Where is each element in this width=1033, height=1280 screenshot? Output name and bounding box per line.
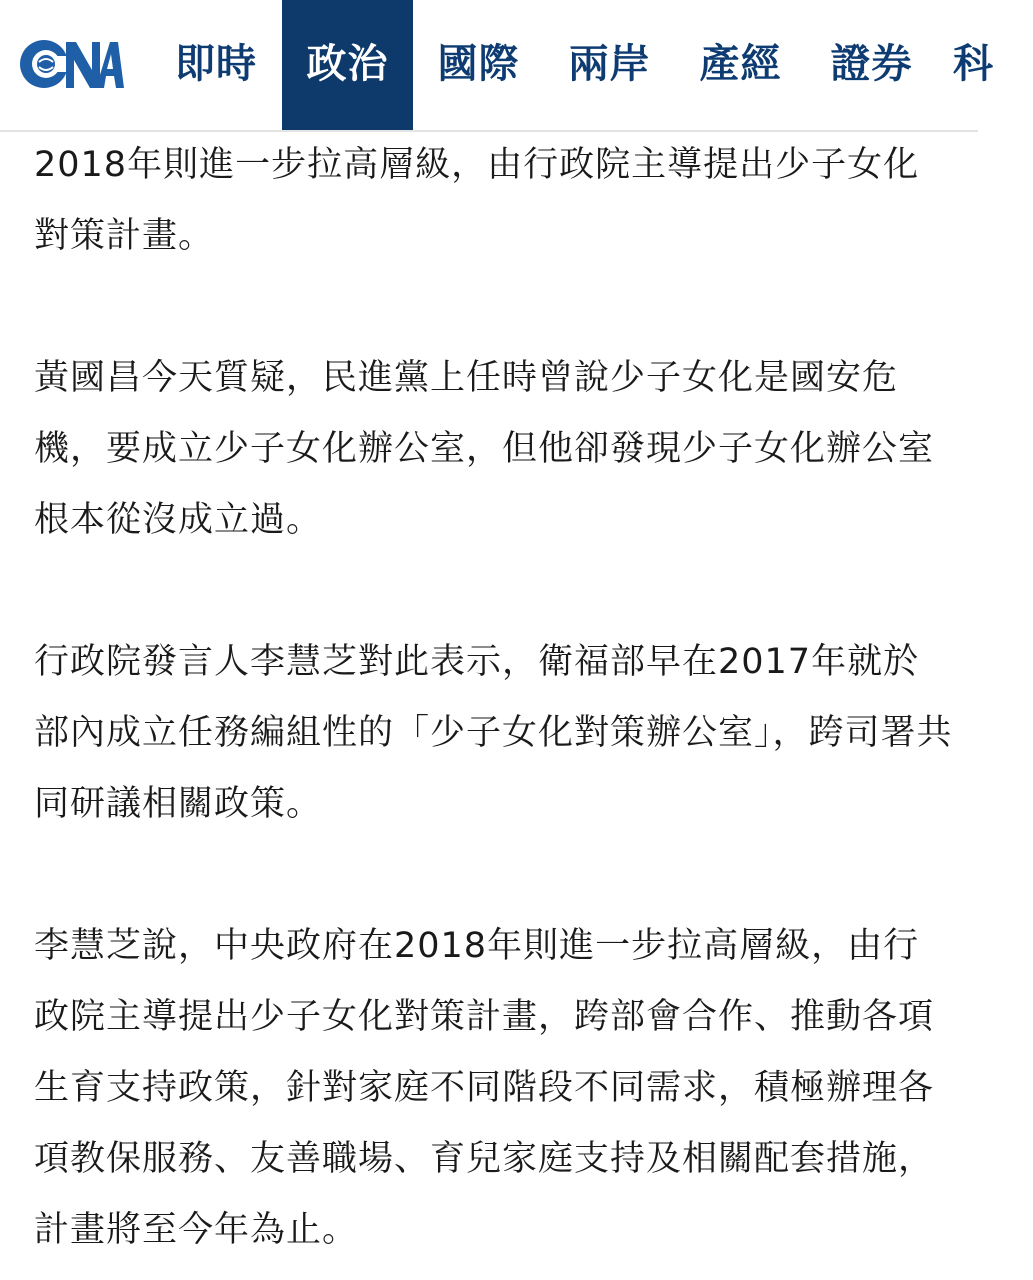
top-navigation-bar (0, 0, 994, 132)
article-paragraph-3: 行政院發言人李慧芝對此表示，衛福部早在2017年就於部內成立任務編組性的「少子女化對策辦公室」，跨司署共同研議相關政策。 (34, 642, 953, 824)
article-paragraph-1: 2018年則進一步拉高層級，由行政院主導提出少子女化對策計畫。 (34, 145, 920, 256)
nav-tab-cross-strait[interactable]: 兩岸 (568, 41, 651, 87)
article-paragraph-2: 黃國昌今天質疑，民進黨上任時曾說少子女化是國安危機，要成立少子女化辦公室，但他卻發現少子女化辦公室根本從沒成立過。 (34, 358, 935, 540)
nav-tab-politics[interactable]: 政治 (282, 0, 413, 130)
nav-tab-international[interactable]: 國際 (437, 41, 520, 87)
nav-tab-securities[interactable]: 證券 (830, 41, 913, 87)
cna-logo-icon[interactable] (18, 36, 124, 92)
nav-tab-industry-economy[interactable]: 產經 (699, 41, 782, 87)
article-paragraph-4: 李慧芝說，中央政府在2018年則進一步拉高層級，由行政院主導提出少子女化對策計畫，跨部會合作、推動各項生育支持政策，針對家庭不同階段不同需求，積極辦理各項教保服務、友善職場、育兒家庭支持及相關配套措施，計畫將至今年為止。 (34, 926, 935, 1250)
nav-tab-instant[interactable]: 即時 (175, 41, 257, 87)
article-body (34, 130, 954, 1266)
nav-tab-science[interactable]: 科 (953, 41, 994, 87)
